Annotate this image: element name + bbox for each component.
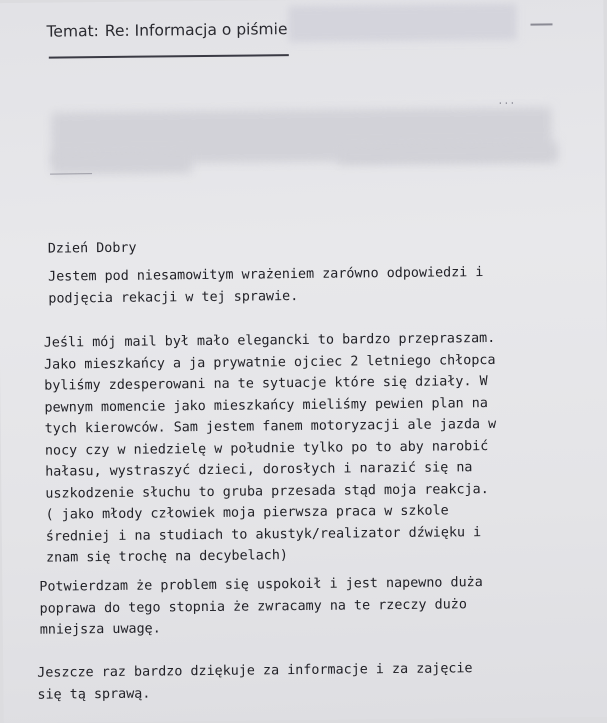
text-line: Potwierdzam że problem się uspokoił i jest napewno duża (39, 575, 483, 595)
text-line: średniej i na studiach to akustyk/realizator dźwięku i (45, 524, 482, 545)
text-line: nocy czy w niedzielę w południe tylko po to aby narobić (44, 438, 489, 459)
subject-value: Re: Informacja o piśmie (104, 20, 288, 41)
redacted-header-area (288, 4, 516, 42)
text-line: ( jako młody człowiek moja pierwsza praca w szkole (45, 503, 449, 523)
text-line: pewnym momencie jako mieszkańcy mieliśmy pewien plan na (44, 395, 488, 416)
text-line: byliśmy zdesperowani na te sytuacje które się działy. W (44, 374, 488, 394)
faint-fragment: ... (497, 95, 516, 107)
text-line: poprawa do tego stopnia że zwracamy na te rzeczy dużo (39, 596, 467, 617)
redacted-address-block (52, 151, 192, 174)
text-line: Jeśli mój mail był mało elegancki to bardzo przepraszam. (43, 330, 496, 351)
email-subject (46, 20, 287, 41)
text-line: się tą sprawą. (37, 686, 151, 703)
text-line: znam się trochę na decybelach) (45, 548, 288, 566)
paragraph-2 (44, 328, 498, 569)
text-line: Jako mieszkańcy a ja prywatnie ojciec 2 letniego chłopca (43, 352, 496, 373)
paragraph-4 (37, 658, 473, 706)
faint-underline (50, 173, 92, 174)
text-line: podjęcia rekacji w tej sprawie. (48, 288, 299, 307)
text-line: mniejsza uwagę. (39, 621, 161, 638)
text-line: tych kierowców. Sam jestem fanem motoryzacji ale jazda w (44, 416, 497, 437)
paragraph-3 (39, 572, 483, 641)
greeting: Dzień Dobry (47, 240, 137, 257)
paragraph-1 (48, 262, 484, 310)
text-line: Jestem pod niesamowitym wrażeniem zarówno odpowiedzi i (48, 265, 484, 285)
text-line: hałasu, wystraszyć dzieci, dorosłych i narazić się na (45, 460, 473, 480)
redacted-date-block (338, 142, 558, 164)
subject-underline (49, 54, 289, 59)
text-line: Jeszcze raz bardzo dziękuje za informacje i za zajęcie (37, 661, 473, 681)
text-line: uszkodzenie słuchu to gruba przesada stąd moja reakcja. (45, 481, 489, 502)
decorative-dash (530, 23, 552, 25)
subject-label: Temat: (46, 22, 99, 41)
